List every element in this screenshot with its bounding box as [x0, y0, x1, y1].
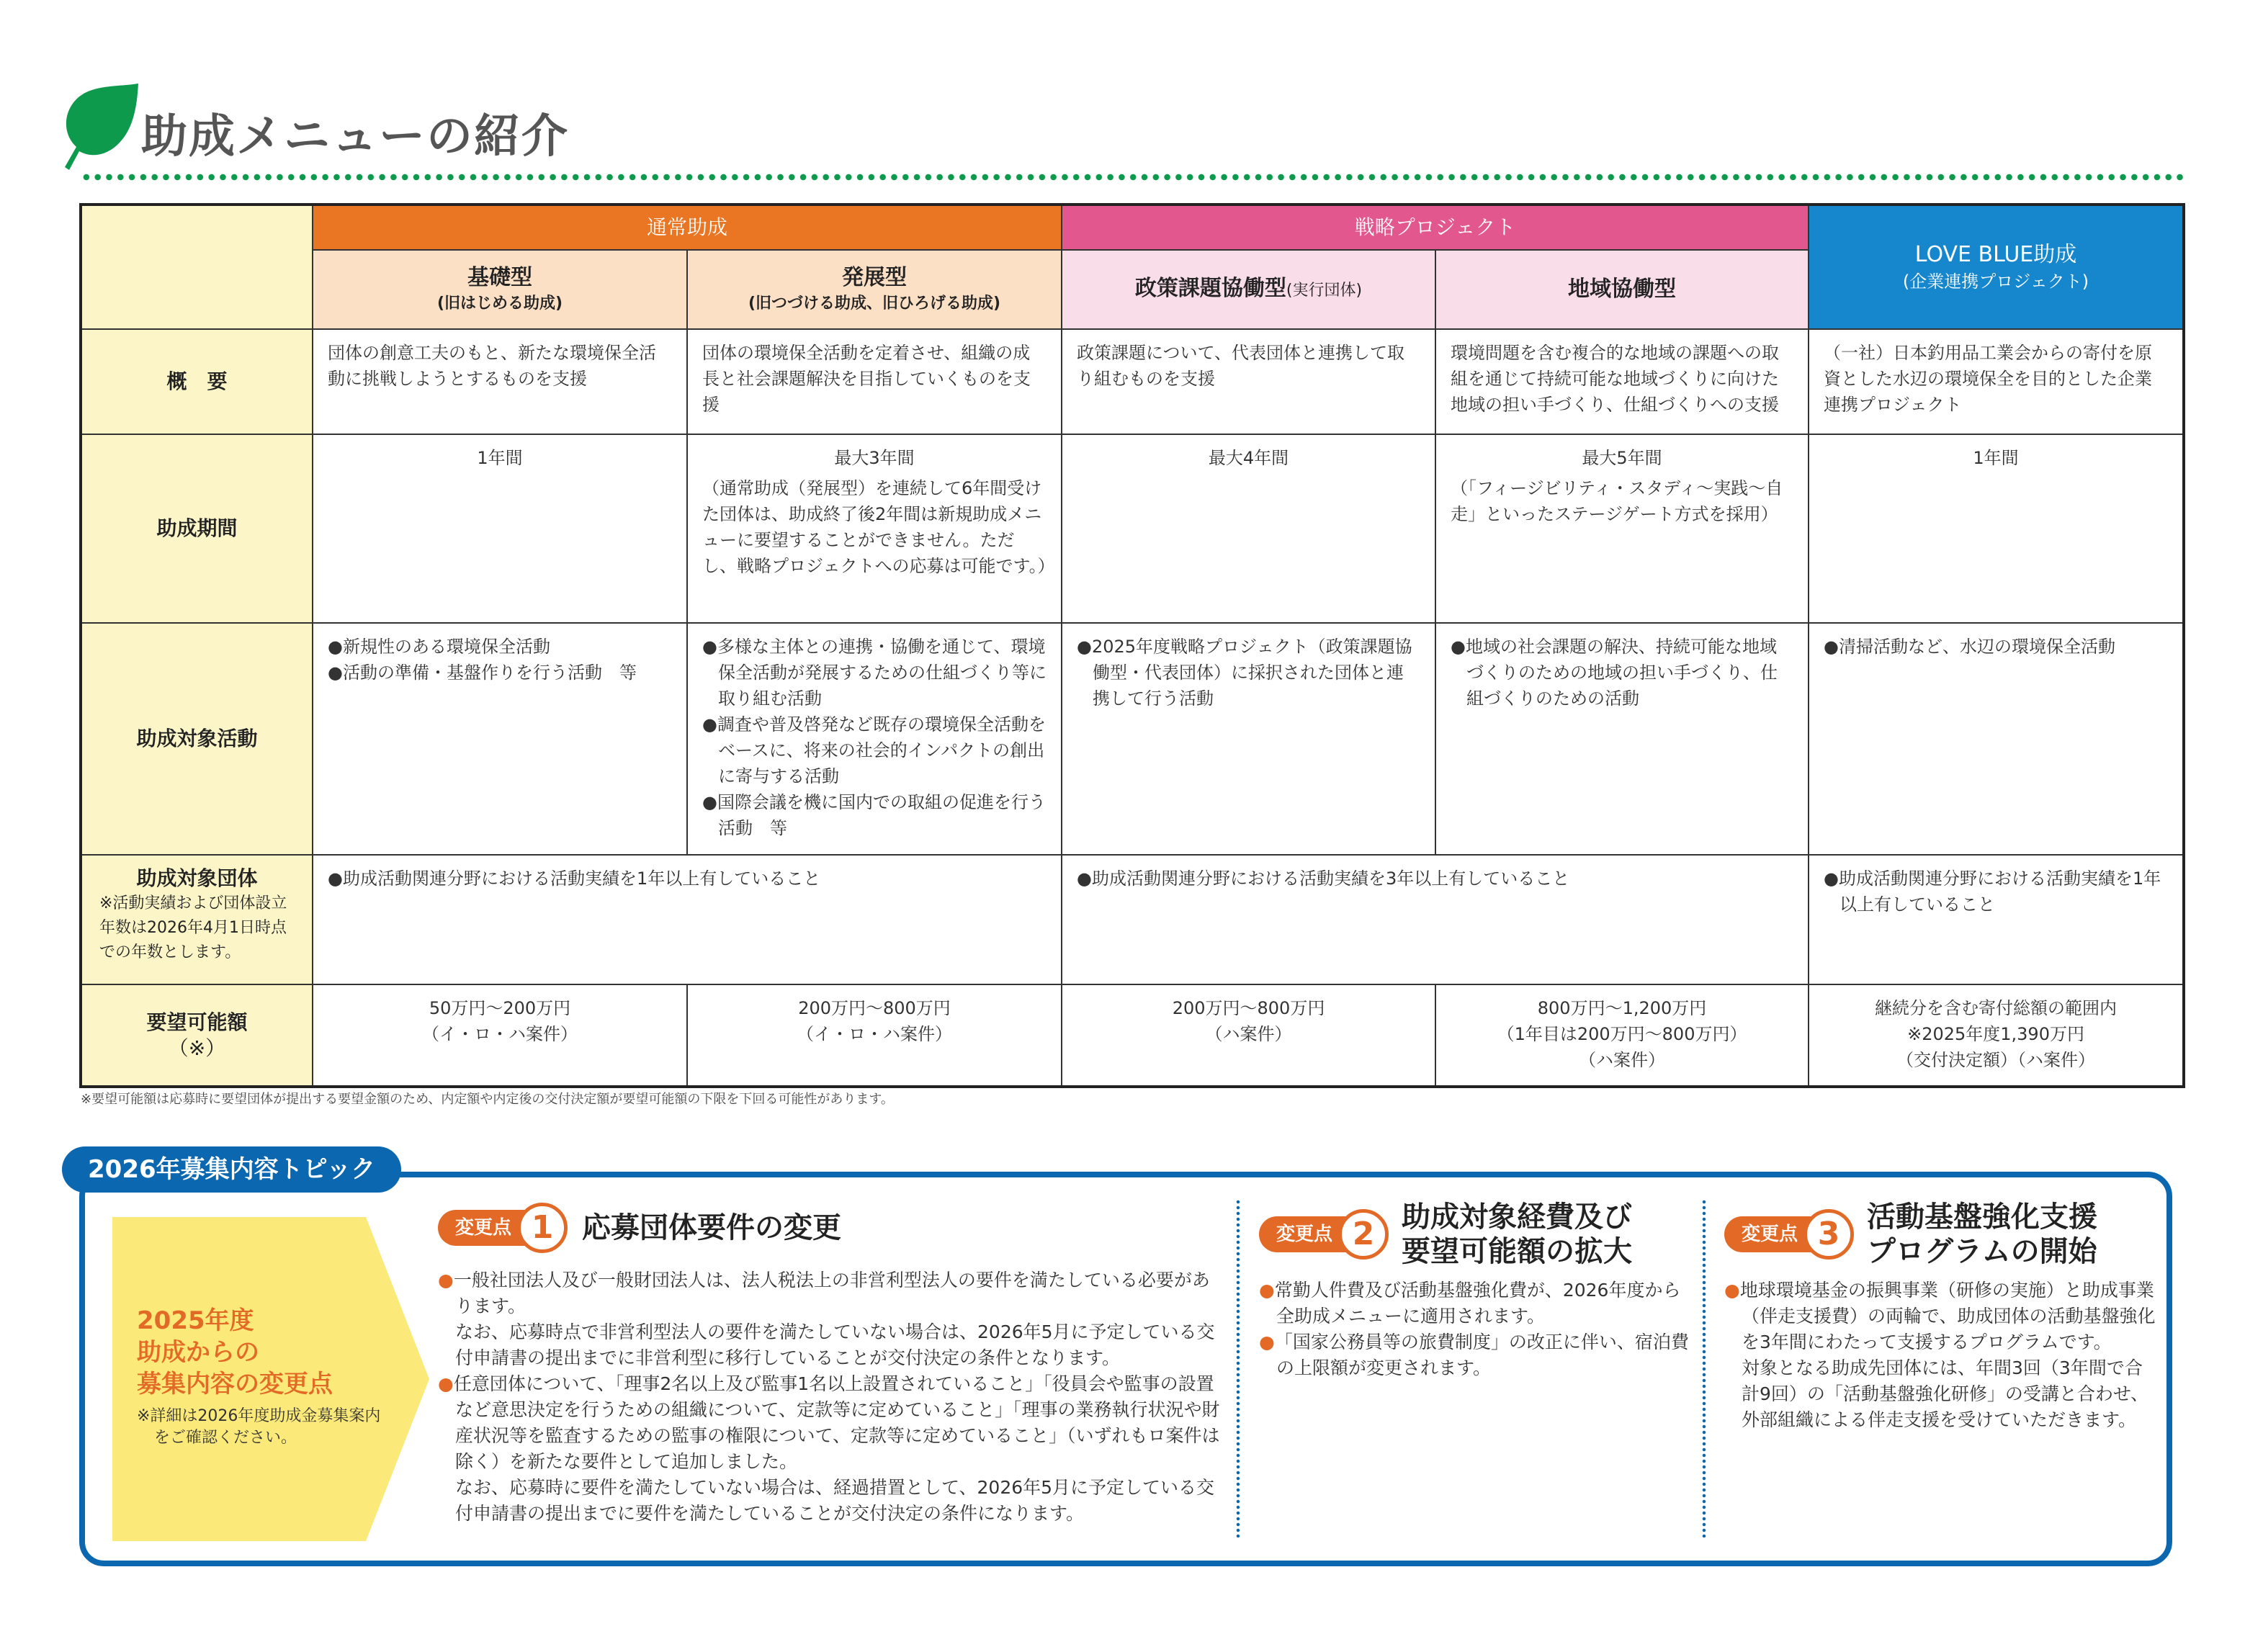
dotted-divider	[81, 173, 2184, 181]
cell-period: 最大3年間 （通常助成（発展型）を連続して6年間受けた団体は、助成終了後2年間は新規助成メニューに要望することができません。ただし、戦略プロジェクトへの応募は可能です。）	[687, 434, 1062, 623]
cell-period: 最大4年間	[1062, 434, 1435, 623]
change-item: ● 常勤人件費及び活動基盤強化費が、2026年度から全助成メニューに適用されます。	[1259, 1278, 1691, 1329]
cell-period: 1年間	[313, 434, 687, 623]
change-item: ● 任意団体について、「理事2名以上及び監事1名以上設置されていること」「役員会や監事の設置など意思決定を行うための組織について、定款等に定めていること」「理事の業務執行状況や財産状況等を監査するための監事の権限について、定款等に定めていること」（いずれもロ案件は除く）を新たな要件として追加しました。	[438, 1371, 1223, 1475]
cell-organizations: ● 助成活動関連分野における活動実績を1年以上有していること	[313, 855, 1062, 984]
change-item: ● 一般社団法人及び一般財団法人は、法人税法上の非営利型法人の要件を満たしている必要があります。	[438, 1267, 1223, 1319]
bullet-item: ● 清掃活動など、水辺の環境保全活動	[1824, 634, 2168, 660]
bullet-item: ● 2025年度戦略プロジェクト（政策課題協働型・代表団体）に採択された団体と連携して行う活動	[1077, 634, 1420, 711]
cell-amount: 継続分を含む寄付総額の範囲内 ※2025年度1,390万円 （交付決定額）（ハ案件）	[1809, 984, 2184, 1087]
change-badge: 変更点 3	[1724, 1213, 1854, 1255]
organizations-note: ※活動実績および団体設立年数は2026年4月1日時点での年数とします。	[99, 894, 287, 961]
change-badge: 変更点 2	[1259, 1213, 1389, 1255]
cell-amount: 800万円〜1,200万円 （1年目は200万円〜800万円） （ハ案件）	[1435, 984, 1809, 1087]
grant-menu-table	[79, 203, 2182, 1088]
cell-period: 1年間	[1809, 434, 2184, 623]
cell-activities	[1435, 623, 1809, 855]
change-title: 応募団体要件の変更	[582, 1211, 842, 1244]
dotted-separator	[1702, 1199, 1706, 1537]
change-item: ● 地球環境基金の振興事業（研修の実施）と助成事業（伴走支援費）の両輪で、助成団体の活動基盤強化を3年間にわたって支援するプログラムです。	[1724, 1278, 2156, 1355]
change-title: 活動基盤強化支援 プログラムの開始	[1867, 1200, 2098, 1268]
leaf-icon	[52, 81, 145, 174]
col-regional: 地域協働型	[1435, 250, 1809, 329]
change-1: 変更点 1 応募団体要件の変更 ● 一般社団法人及び一般財団法人は、法人税法上の非営利型法人の要件を満たしている必要があります。 なお、応募時点で非営利型法人の要件を満たしていない場合は、2026年5月に予定している交付申請書の提出までに非営利型に移行していることが交付決定の条件となります。 ● 任意団体について、「理事2名以上及び監事1名以上設置されていること」「役員会や監事の設置など意思決定を行うための組織について、定款等に定めていること」「理事の業務執行状況や財産状況等を監査するための監事の権限について、定款等に定めていること」（いずれもロ案件は除く）を新たな要件として追加しました。 なお、応募時に要件を満たしていない場合は、経過措置として、2026年5月に予定している交付申請書の提出までに要件を満たしていることが交付決定の条件になります。	[438, 1207, 1223, 1527]
group-strategic: 戦略プロジェクト	[1062, 205, 1809, 250]
change-badge: 変更点 1	[438, 1203, 568, 1253]
table-footnote: ※要望可能額は応募時に要望団体が提出する要望金額のため、内定額や内定後の交付決定額が要望可能額の下限を下回る可能性があります。	[81, 1092, 894, 1107]
cell-amount: 200万円〜800万円 （イ・ロ・ハ案件）	[687, 984, 1062, 1087]
row-label-period: 助成期間	[81, 434, 313, 623]
dotted-separator	[1236, 1199, 1240, 1537]
love-blue-sub: (企業連携プロジェクト)	[1902, 271, 2089, 292]
bullet-item: ● 多様な主体との連携・協働を通じて、環境保全活動が発展するための仕組づくり等に取り組む活動	[702, 634, 1047, 711]
cell-activities	[687, 623, 1062, 855]
cell-period: 最大5年間 （「フィージビリティ・スタディ〜実践〜自走」といったステージゲート方式を採用）	[1435, 434, 1809, 623]
col-basic: 基礎型 (旧はじめる助成)	[313, 250, 687, 329]
col-development: 発展型 (旧つづける助成、旧ひろげる助成)	[687, 250, 1062, 329]
intro-note: ※詳細は2026年度助成金募集案内をご確認ください。	[137, 1407, 381, 1447]
bullet-item: ● 活動の準備・基盤作りを行う活動 等	[328, 660, 672, 686]
row-label-activities: 助成対象活動	[81, 623, 313, 855]
change-3: 変更点 3 活動基盤強化支援 プログラムの開始 ● 地球環境基金の振興事業（研修の実施）と助成事業（伴走支援費）の両輪で、助成団体の活動基盤強化を3年間にわたって支援するプログラムです。 対象となる助成先団体には、年間3回（3年間で合計9回）の「活動基盤強化研修」の受講と合わせ、外部組織による伴走支援を受けていただきます。	[1724, 1200, 2156, 1433]
bullet-item: ● 新規性のある環境保全活動	[328, 634, 672, 660]
cell-overview: 環境問題を含む複合的な地域の課題への取組を通じて持続可能な地域づくりに向けた地域の担い手づくり、仕組づくりへの支援	[1435, 329, 1809, 434]
row-label-overview: 概 要	[81, 329, 313, 434]
love-blue-title: LOVE BLUE助成	[1914, 242, 2077, 267]
cell-amount: 200万円〜800万円 （ハ案件）	[1062, 984, 1435, 1087]
cell-overview: 団体の創意工夫のもと、新たな環境保全活動に挑戦しようとするものを支援	[313, 329, 687, 434]
bullet-item: ● 地域の社会課題の解決、持続可能な地域づくりのための地域の担い手づくり、仕組づくりのための活動	[1451, 634, 1793, 711]
cell-amount: 50万円〜200万円 （イ・ロ・ハ案件）	[313, 984, 687, 1087]
cell-overview: 政策課題について、代表団体と連携して取り組むものを支援	[1062, 329, 1435, 434]
group-regular: 通常助成	[313, 205, 1062, 250]
bullet-item: ● 国際会議を機に国内での取組の促進を行う活動 等	[702, 789, 1047, 841]
cell-activities	[1062, 623, 1435, 855]
cell-organizations: ● 助成活動関連分野における活動実績を3年以上有していること	[1062, 855, 1809, 984]
col-policy: 政策課題協働型(実行団体)	[1062, 250, 1435, 329]
row-label-amount: 要望可能額 （※）	[81, 984, 313, 1087]
page-title: 助成メニューの紹介	[141, 110, 569, 163]
change-2	[1259, 1200, 1691, 1381]
change-item: ● 「国家公務員等の旅費制度」の改正に伴い、宿泊費の上限額が変更されます。	[1259, 1329, 1691, 1381]
group-love-blue	[1809, 205, 2184, 329]
cell-overview: 団体の環境保全活動を定着させ、組織の成長と社会課題解決を目指していくものを支援	[687, 329, 1062, 434]
cell-activities	[1809, 623, 2184, 855]
corner-cell	[81, 205, 313, 329]
topics-tab: 2026年募集内容トピック	[62, 1146, 401, 1193]
cell-organizations: ● 助成活動関連分野における活動実績を1年以上有していること	[1809, 855, 2184, 984]
row-label-organizations: 助成対象団体 ※活動実績および団体設立年数は2026年4月1日時点での年数とします。	[81, 855, 313, 984]
cell-overview: （一社）日本釣用品工業会からの寄付を原資とした水辺の環境保全を目的とした企業連携プロジェクト	[1809, 329, 2184, 434]
change-title: 助成対象経費及び 要望可能額の拡大	[1402, 1200, 1633, 1268]
bullet-item: ● 調査や普及啓発など既存の環境保全活動をベースに、将来の社会的インパクトの創出に寄与する活動	[702, 711, 1047, 789]
intro-text: 2025年度 助成からの 募集内容の変更点 ※詳細は2026年度助成金募集案内をご確認ください。	[137, 1305, 396, 1449]
cell-activities	[313, 623, 687, 855]
